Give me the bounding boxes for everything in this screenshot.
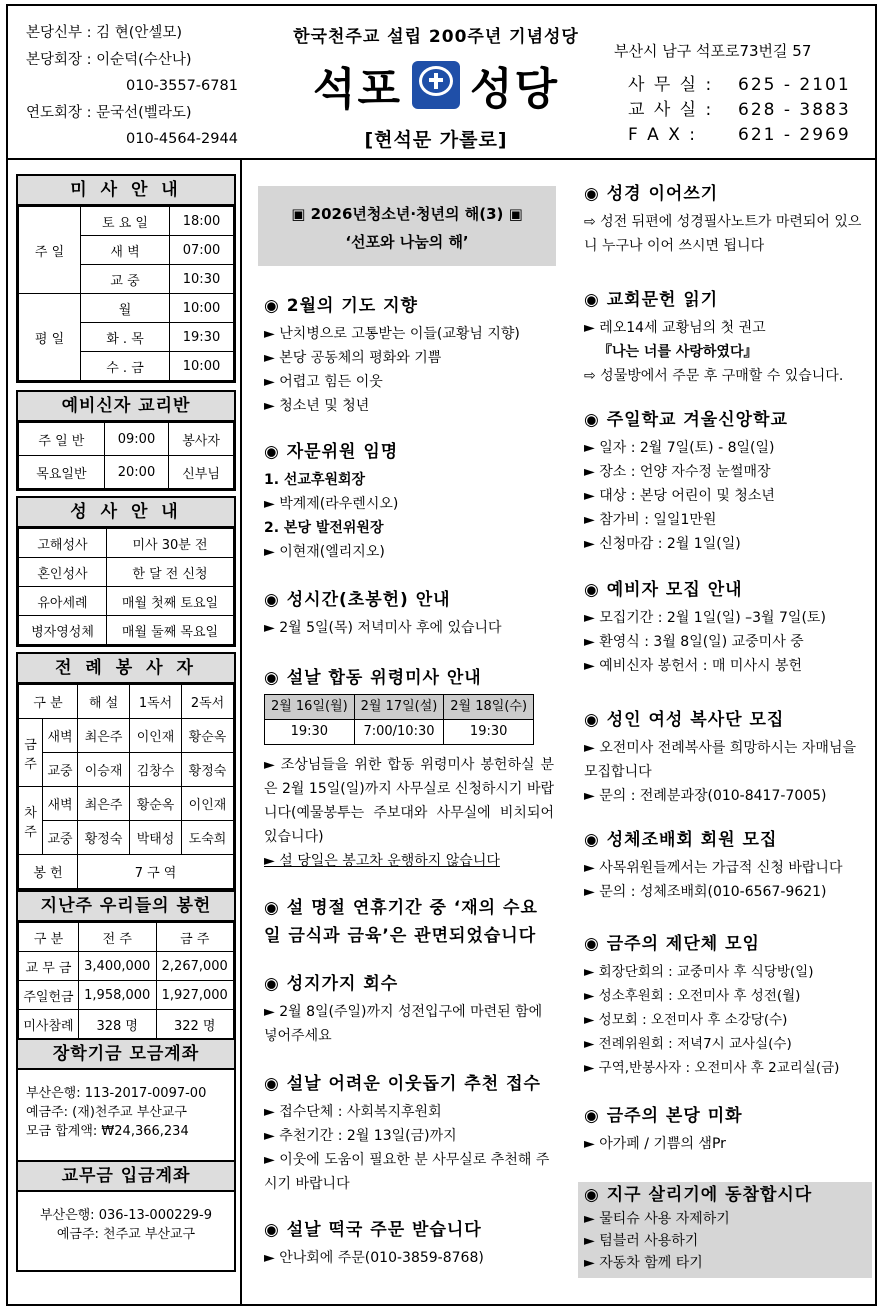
- prayer-intentions: ◉ 2월의 기도 지향 ► 난치병으로 고통받는 이들(교황님 지향) ► 본당 공동체의 평화와 기쁨 ► 어렵고 힘든 이웃 ► 청소년 및 청년: [264, 296, 520, 414]
- patron: [현석문 가롤로]: [364, 129, 508, 151]
- altar-server-recruit: ◉ 성인 여성 복사단 모집 ► 오전미사 전례복사를 희망하시는 자매님을 모집합니다 ► 문의 : 전례분과장(010-8417-7005): [584, 710, 856, 804]
- district-chair: 연도회장 : 문국선(벨라도): [26, 104, 192, 121]
- palm-return: ◉ 성지가지 회수 ► 2월 8일(주일)까지 성전입구에 마련된 함에 넣어주세요: [264, 974, 543, 1044]
- office-phone: 625 - 2101: [738, 75, 851, 95]
- sacrament-title: 성 사 안 내: [16, 496, 236, 528]
- fax-label: F A X :: [628, 125, 697, 145]
- church-name-right: 성당: [470, 64, 560, 115]
- address: 부산시 남구 석포로73번길 57: [614, 42, 812, 60]
- tithe-title: 교무금 입금계좌: [16, 1160, 236, 1192]
- advisor-appointment: ◉ 자문위원 임명 1. 선교후원회장 ► 박계제(라우렌시오) 2. 본당 발전위원장 ► 이현재(엘리지오): [264, 442, 399, 560]
- rice-cake-order: ◉ 설날 떡국 주문 받습니다 ► 안나회에 주문(010-3859-8768): [264, 1220, 484, 1266]
- liturgy-servers: 전 례 봉 사 자 구 분 해 설 1독서 2독서 금주 새벽 최은주 이인재 황순옥 교중 이승재 김창수 황정숙 차주 새벽 최은주 황순옥 이인재 교중 황정숙 박태성 도숙희 봉 헌 7 구 역: [16, 652, 236, 891]
- memorial-schedule-table: 2월 16일(월) 2월 17일(설) 2월 18일(수) 19:30 7:00/10:30 19:30: [264, 694, 534, 745]
- catechumen-class: 예비신자 교리반 주 일 반 09:00 봉사자 목요일반 20:00 신부님: [16, 390, 236, 491]
- fax-number: 621 - 2969: [738, 125, 851, 145]
- sacrament-info: 성 사 안 내 고해성사 미사 30분 전 혼인성사 한 달 전 신청 유아세례 매월 첫째 토요일 병자영성체 매월 둘째 목요일: [16, 496, 236, 647]
- main-content: [244, 160, 875, 1304]
- church-title: [266, 22, 606, 152]
- save-earth: ◉ 지구 살리기에 동참합시다 ► 물티슈 사용 자제하기 ► 텀블러 사용하기 ► 자동차 함께 타기: [578, 1182, 872, 1278]
- year-theme: ▣ 2026년청소년·청년의 해(3) ▣ ‘선포와 나눔의 해’: [258, 186, 556, 266]
- scholarship-title: 장학기금 모금계좌: [16, 1038, 236, 1070]
- neighbor-help: ◉ 설날 어려운 이웃돕기 추천 접수 ► 접수단체 : 사회복지후원회 ► 추천기간 : 2월 13일(금)까지 ► 이웃에 도움이 필요한 분 사무실로 추천해 주시기 바랍니다: [264, 1074, 550, 1192]
- catechumen-title: 예비신자 교리반: [16, 390, 236, 422]
- subtitle: 한국천주교 설립 200주년 기념성당: [293, 27, 579, 47]
- pastor: 본당신부 : 김 현(안셀모): [26, 25, 183, 41]
- church-cleaning: ◉ 금주의 본당 미화 ► 아가페 / 기쁨의 샘Pr: [584, 1106, 743, 1152]
- office-label: 사 무 실 :: [628, 75, 714, 95]
- parish-chair: 본당회장 : 이순덕(수산나): [26, 51, 192, 68]
- holy-hour: ◉ 성시간(초봉헌) 안내 ► 2월 5일(목) 저녁미사 후에 있습니다: [264, 590, 502, 636]
- memorial-mass: ◉ 설날 합동 위령미사 안내 2월 16일(월) 2월 17일(설) 2월 18일(수) 19:30 7:00/10:30 19:30 ► 조상님들을 위한 합동 위령미사 봉헌하실 분은 2월 15일(일)까지 사무실로 신청하시기 바랍니다(예물봉투는 주보대와 사무실에 비치되어 있습니다) ► 설 당일은 봉고차 운행하지 않습니다: [264, 668, 554, 869]
- adoration-recruit: ◉ 성체조배회 회원 모집 ► 사목위원들께서는 가급적 신청 바랍니다 ► 문의 : 성체조배회(010-6567-9621): [584, 830, 843, 900]
- contact-info: [614, 40, 851, 148]
- header: [8, 6, 875, 160]
- church-name-left: 석포: [312, 64, 402, 115]
- teacher-phone: 628 - 3883: [738, 100, 851, 120]
- weekly-offering: 지난주 우리들의 봉헌 구 분 전 주 금 주 교 무 금 3,400,000 2,267,000 주일헌금 1,958,000 1,927,000 미사참례 328 명 322 명: [16, 890, 236, 1041]
- tithe-account: 교무금 입금계좌 부산은행: 036-13-000229-9 예금주: 천주교 부산교구: [16, 1160, 236, 1272]
- scholarship-account: 장학기금 모금계좌 부산은행: 113-2017-0097-00 예금주: (재)천주교 부산교구 모금 합계액: ₩24,366,234: [16, 1038, 236, 1168]
- church-documents: ◉ 교회문헌 읽기 ► 레오14세 교황님의 첫 권고 『나는 너를 사랑하였다』 ⇨ 성물방에서 주문 후 구매할 수 있습니다.: [584, 290, 844, 384]
- teacher-label: 교 사 실 :: [628, 100, 714, 120]
- catechumen-recruit: ◉ 예비자 모집 안내 ► 모집기간 : 2월 1일(일) –3월 7일(토) ► 환영식 : 3월 8일(일) 교중미사 중 ► 예비신자 봉헌서 : 매 미사시 봉헌: [584, 580, 826, 674]
- bulletin-page: [6, 4, 877, 1306]
- chair-phone: 010-3557-6781: [126, 78, 238, 94]
- ash-wednesday-notice: ◉ 설 명절 연휴기간 중 ‘재의 수요일 금식과 금육’은 관면되었습니다: [264, 898, 538, 946]
- mass-title: 미 사 안 내: [16, 174, 236, 206]
- offering-title: 지난주 우리들의 봉헌: [16, 890, 236, 922]
- district-phone: 010-4564-2944: [126, 131, 238, 147]
- bible-copying: ◉ 성경 이어쓰기 ⇨ 성전 뒤편에 성경필사노트가 마련되어 있으니 누구나 이어 쓰시면 됩니다: [584, 184, 862, 254]
- left-column: [8, 160, 242, 1304]
- staff-info: [26, 20, 238, 153]
- mass-table: 주 일 토 요 일 18:00 새 벽 07:00 교 중 10:30 평 일 월 10:00 화 . 목 19:30 수 . 금 10:00: [18, 206, 234, 381]
- parish-logo-icon: [412, 61, 460, 109]
- group-meetings: ◉ 금주의 제단체 모임 ► 회장단회의 : 교중미사 후 식당방(일) ► 성소후원회 : 오전미사 후 성전(월) ► 성모회 : 오전미사 후 소강당(수) ► 전례위원회 : 저녁7시 교사실(수) ► 구역,반봉사자 : 오전미사 후 2교리실(금): [584, 934, 840, 1076]
- servers-title: 전 례 봉 사 자: [16, 652, 236, 684]
- mass-schedule: [16, 174, 236, 383]
- winter-school: ◉ 주일학교 겨울신앙학교 ► 일자 : 2월 7일(토) - 8일(일) ► 장소 : 언양 자수정 눈썰매장 ► 대상 : 본당 어린이 및 청소년 ► 참가비 : 일일1만원 ► 신청마감 : 2월 1일(일): [584, 410, 788, 552]
